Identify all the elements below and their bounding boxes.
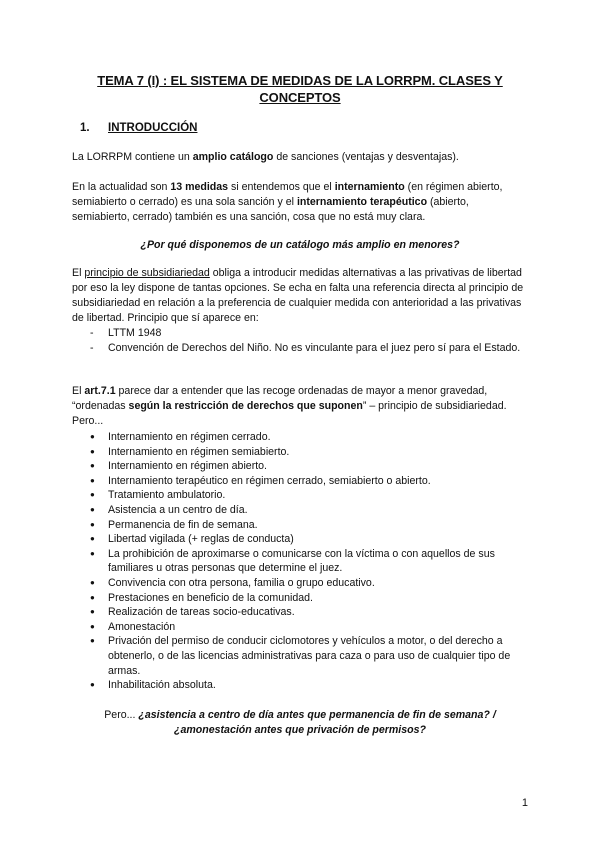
text-run: si entendemos que el: [228, 181, 335, 193]
text-run: El: [72, 385, 85, 397]
list-item: ● La prohibición de aproximarse o comunicarse con la víctima o con aquellos de sus familiares u otras personas que determine el juez.: [90, 547, 530, 576]
list-item: ● Amonestación: [90, 620, 530, 635]
section-number: 1.: [80, 122, 90, 134]
dash-list: [90, 326, 530, 356]
paragraph-subsidiarity: [72, 266, 528, 326]
text-run: obliga a introducir medidas alternativas a las privativas de libertad por eso la ley dispone de tantas opciones. Se echa en falta una referencia directa al principio de subsidiariedad en relación a la preferencia de cualquier medida con anterioridad a las privativas de libertad. Principio que sí aparece en:: [72, 267, 524, 324]
section-label: INTRODUCCIÓN: [108, 122, 198, 134]
list-item: - LTTM 1948: [90, 326, 530, 341]
list-item: ● Internamiento en régimen cerrado.: [90, 430, 530, 445]
list-item: ● Libertad vigilada (+ reglas de conducta): [90, 532, 530, 547]
text-underlined: principio de subsidiariedad: [84, 267, 210, 279]
text-run: ” – principio de subsidiariedad. Pero...: [72, 400, 507, 427]
paragraph-art71: [72, 384, 528, 429]
text-run: (en régimen abierto, semiabierto o cerrado) es una sola sanción y el: [72, 181, 503, 208]
text-bold: según la restricción de derechos que suponen: [128, 400, 363, 412]
text-bold: internamiento terapéutico: [296, 196, 428, 208]
list-item: ● Prestaciones en beneficio de la comunidad.: [90, 591, 530, 606]
text-run: En la actualidad son: [72, 181, 171, 193]
list-item: ● Privación del permiso de conducir ciclomotores y vehículos a motor, o del derecho a obtenerlo, o de las licencias administrativas para caza o para uso de cualquier tipo de armas.: [90, 634, 530, 678]
text-run: El: [72, 267, 85, 279]
text-run: Pero...: [104, 709, 139, 721]
list-item: ● Convivencia con otra persona, familia o grupo educativo.: [90, 576, 530, 591]
question-heading: ¿Por qué disponemos de un catálogo más amplio en menores?: [140, 239, 460, 251]
text-run: parece dar a entender que las recoge ordenadas de mayor a menor gravedad, “ordenadas: [72, 385, 488, 412]
paragraph-intro: [72, 150, 528, 165]
list-item: ● Internamiento en régimen semiabierto.: [90, 445, 530, 460]
text-bold: internamiento: [334, 181, 405, 193]
text-bold: art.7.1: [84, 385, 116, 397]
text-run: de sanciones (ventajas y desventajas).: [273, 151, 459, 163]
list-item: ● Inhabilitación absoluta.: [90, 678, 530, 693]
measures-list: [90, 430, 530, 693]
list-item: ● Internamiento en régimen abierto.: [90, 459, 530, 474]
list-item: - Convención de Derechos del Niño. No es vinculante para el juez pero sí para el Estado.: [90, 341, 530, 356]
section-heading: [80, 122, 197, 134]
list-item: ● Asistencia a un centro de día.: [90, 503, 530, 518]
text-bold: amplio catálogo: [192, 151, 274, 163]
closing-question: [72, 708, 528, 738]
text-bold: 13 medidas: [170, 181, 229, 193]
page-title: TEMA 7 (I) : EL SISTEMA DE MEDIDAS DE LA LORRPM. CLASES Y CONCEPTOS: [97, 73, 503, 105]
list-item: ● Permanencia de fin de semana.: [90, 518, 530, 533]
list-item: ● Internamiento terapéutico en régimen cerrado, semiabierto o abierto.: [90, 474, 530, 489]
list-item: ● Realización de tareas socio-educativas.: [90, 605, 530, 620]
text-bold-italic: ¿amonestación antes que privación de permisos?: [174, 724, 426, 736]
paragraph-measures-count: [72, 180, 528, 225]
text-run: La LORRPM contiene un: [72, 151, 193, 163]
list-item: ● Tratamiento ambulatorio.: [90, 488, 530, 503]
text-bold-italic: ¿asistencia a centro de día antes que permanencia de fin de semana? /: [138, 709, 496, 721]
text-run: (abierto, semiabierto, cerrado) también es una sanción, cosa que no está muy clara.: [72, 196, 469, 223]
page-number: 1: [521, 797, 528, 809]
